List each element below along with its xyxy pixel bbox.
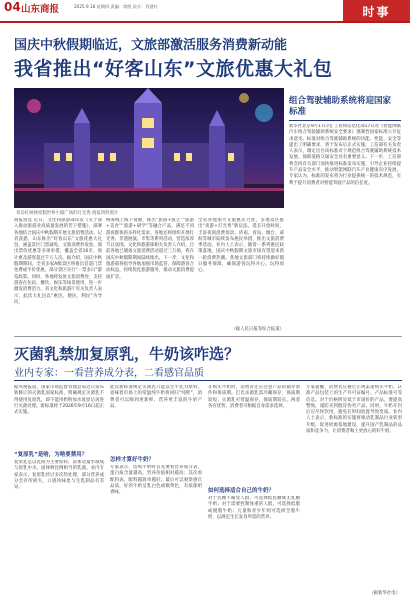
story2-rule — [14, 380, 402, 381]
section-tag: 时事 — [343, 0, 410, 22]
story2-column-2: 此次新标准规定灭菌乳只能以生牛乳为原料，意味着市场上的常温纯牛奶将回归“纯粹”，消费者可以喝到更新鲜、营养更丰富的牛奶产品。 — [110, 385, 202, 409]
story1-column-1: 商报消息 近日，文化和旅游部印发《关于深入推动旅游业高质量发展的若干措施》，部署各地结合国庆中秋假期开展文旅消费活动。记者获悉，山东推出“好客山东”文旅优惠大礼包，涵盖景区门票减免、文旅消费券发放、演出票价优惠等多项举措，覆盖全省16市，预计惠及游客超过千万人次。据介绍，国庆中秋假期期间，全省多家A级景区将推出首道门票免费或半价优惠，部分景区实行“一票多日”游览政策。同时，各地将发放文旅消费券，支持游客在住宿、餐饮、娱乐等场景使用，进一步激发消费活力。省文化和旅游厅有关负责人表示，此次大礼包以“惠民、便民、利民”为导向， — [14, 218, 102, 305]
sidebar-title: 组合驾驶辅助系统将迎国家标准 — [289, 96, 392, 117]
story2-kicker: 业内专家：一看营养成分表，二看感官品质 — [14, 368, 204, 379]
story2-column-2b: 专家表示，选购牛奶时首先要看营养成分表，蛋白质含量越高，营养价值相对越高；其次看配料表，配料越简单越好；最后可以观察感官品质，好的牛奶呈乳白色或微黄色，有浓郁奶香味。 — [110, 465, 202, 496]
story2-headline: 灭菌乳禁加复原乳，牛奶该咋选？ — [14, 345, 240, 363]
story2-subhead-3: 如何选择适合自己的牛奶？ — [208, 488, 275, 494]
story2-byline: （据新华社电） — [369, 591, 400, 596]
story1-column-3: 全省各地加大文旅惠民力度，多地景区推出“夜游+灯光秀”新玩法，延长开放时间，丰富夜间消费场景。济南、青岛、烟台、威海等城市陆续发布惠民举措，推出文旅消费季活动。业内人士表示，随着一系列惠民政策落地，国庆中秋假期文旅市场有望迎来新一轮消费热潮。各地文旅部门将持续做好假日服务保障，确保游客玩得开心、玩得放心。 — [198, 218, 284, 274]
section-separator — [14, 336, 402, 337]
story1-column-2: 统筹线上线下资源，推出“旅游+演艺”“旅游+美食”“旅游+研学”等融合产品，满足不同游客群体的多样化需求。各地还将组织开展灯光秀、非遗展演、市集等系列活动，营造浓厚节日氛围。文化和旅游部相关负责人介绍，目前各地已储备文旅消费活动超过三万场，将在国庆中秋假期期间陆续推出。下一步，文化和旅游部将指导各地加强市场监管，保障游客合法权益，持续优化旅游服务，推动文旅消费提质扩容。 — [106, 218, 194, 280]
night-castle-light-show-image — [14, 88, 284, 208]
story2-column-4: 专家提醒，消费者应通过正规渠道购买牛奶，认准产品包装上的生产许可证编号、产品标准号等信息。对于价格明显低于市场价的产品，要提高警惕，谨防买到假冒伪劣产品。同时，牛奶开封后应尽快饮用，避免长时间放置导致变质。业内人士表示，新标准的实施将推动乳制品行业转型升级，促进奶源基地建设，提升国产乳制品的品质和竞争力，让消费者喝上更放心的好牛奶。 — [306, 385, 402, 435]
newspaper-name: 山东商报 — [21, 4, 60, 15]
page-number: 04 — [4, 0, 21, 14]
story1-byline: （据人民日报等综合报道） — [231, 327, 284, 332]
story2-column-3: 在购买牛奶时，消费者还应注意产品的储存条件和保质期。巴氏杀菌乳需冷藏保存，保质期较短；灭菌乳可常温保存，保质期较长。两者各有优势，消费者可根据自身需求选择。 — [208, 385, 300, 409]
story2-subhead-2: 怎样才算好牛奶？ — [110, 457, 155, 463]
story1-kicker: 国庆中秋假期临近，文旅部激活服务消费新动能 — [14, 38, 288, 53]
sidebar-text: 新华社北京9月17日电 工业和信息化部17日对《智能网联汽车组合驾驶辅助系统安全要求》强制性国家标准公开征求意见。标准对组合驾驶辅助系统的功能、性能、安全等提出了明确要求，将于发布后正式实施。工信部有关负责人表示，制定出台该标准对于规范组合驾驶辅助系统技术发展、保障道路交通安全具有重要意义。下一步，工信部将会同有关部门加快推进标准发布实施，引导企业持续提升产品安全水平，推动智能网联汽车产业健康有序发展。专家认为，标准的发布将为行业提供统一的技术规范，有利于提升消费者对智能驾驶产品的信任度。 — [289, 124, 401, 186]
story1-headline: 我省推出“好客山东”文旅优惠大礼包 — [14, 58, 333, 80]
sidebar-rule — [289, 120, 401, 121]
story2-column-1: 据央视报道，国家市场监督管理总局近日发布新修订的灭菌乳国家标准，明确规定灭菌乳不得使用复原乳，即不能用奶粉加水复原后再进行灭菌处理。新标准将于2026年9月16日起正式实施。 — [14, 385, 104, 416]
story2-column-3b: 对于乳糖不耐受人群，可选择低乳糖或无乳糖牛奶；对于需要控制体重的人群，可选择低脂或脱脂牛奶；儿童和青少年则可选择全脂牛奶，以满足生长发育所需的营养。 — [208, 496, 300, 520]
photo-caption: 青岛红树林度假世界小镇广场的灯光秀 商报资料照片 — [16, 211, 119, 216]
header-rule — [0, 21, 410, 23]
issue-meta: 2025.9.18 星期四 责编：徐凯 设计：肖建红 — [74, 4, 158, 9]
story2-subhead-1: “复原乳”是啥，为啥要禁用？ — [14, 452, 88, 458]
story1-photo — [14, 88, 284, 208]
story2-column-1b: 复原乳是以乳粉为主要原料，添加适量水制成与原乳中水、固体物比例相当的乳液。业内专家表示，复原乳经过多次热处理，部分营养成分会有所损失，口感风味也与生乳制品有差异。 — [14, 460, 104, 491]
